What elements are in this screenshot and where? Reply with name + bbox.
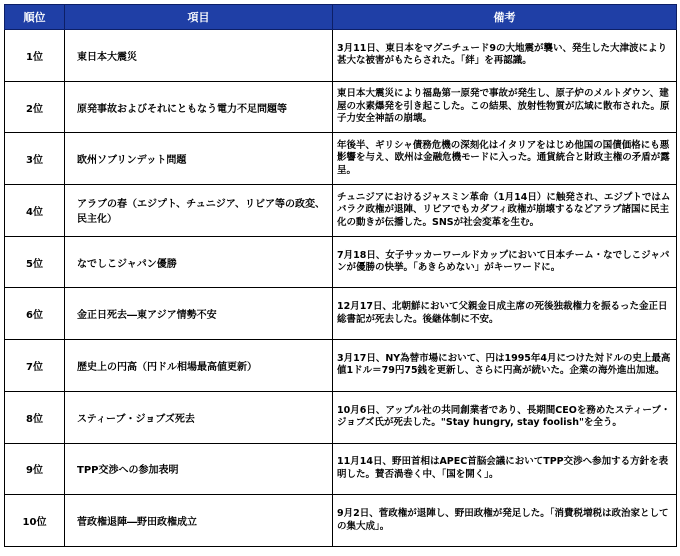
note-cell: 3月11日、東日本をマグニチュード9の大地震が襲い、発生した大津波により甚大な被害がもたらされた。「絆」を再認識。 — [333, 30, 677, 82]
note-cell: 7月18日、女子サッカーワールドカップにおいて日本チーム・なでしこジャパンが優勝の快挙。「あきらめない」がキーワードに。 — [333, 236, 677, 288]
ranking-table — [4, 4, 677, 547]
table-row — [5, 391, 677, 443]
item-cell: 東日本大震災 — [65, 30, 333, 82]
note-cell: 10月6日、アップル社の共同創業者であり、長期間CEOを務めたスティーブ・ジョブズ氏が死去した。"Stay hungry, stay foolish"を全う。 — [333, 391, 677, 443]
rank-cell: 8位 — [5, 391, 65, 443]
table-row — [5, 133, 677, 185]
note-cell: 11月14日、野田首相はAPEC首脳会議においてTPP交渉へ参加する方針を表明した。賛否渦巻く中、「国を開く」。 — [333, 443, 677, 495]
rank-cell: 7位 — [5, 340, 65, 392]
note-column-header: 備考 — [333, 5, 677, 30]
item-cell: なでしこジャパン優勝 — [65, 236, 333, 288]
note-cell: 東日本大震災により福島第一原発で事故が発生し、原子炉のメルトダウン、建屋の水素爆発を引き起こした。この結果、放射性物質が広域に散布された。原子力安全神話の崩壊。 — [333, 81, 677, 133]
item-cell: スティーブ・ジョブズ死去 — [65, 391, 333, 443]
item-cell: 欧州ソブリンデット問題 — [65, 133, 333, 185]
item-cell: 菅政権退陣―野田政権成立 — [65, 495, 333, 547]
rank-cell: 6位 — [5, 288, 65, 340]
table-row — [5, 443, 677, 495]
note-cell: チュニジアにおけるジャスミン革命（1月14日）に触発され、エジプトではムバラク政権が退陣、リビアでもカダフィ政権が崩壊するなどアラブ諸国に民主化の動きが伝播した。SNSが社会変革を生む。 — [333, 185, 677, 237]
table-row — [5, 30, 677, 82]
rank-cell: 5位 — [5, 236, 65, 288]
rank-cell: 4位 — [5, 185, 65, 237]
item-cell: TPP交渉への参加表明 — [65, 443, 333, 495]
table-row — [5, 340, 677, 392]
item-cell: アラブの春（エジプト、チュニジア、リビア等の政変、民主化） — [65, 185, 333, 237]
table-row — [5, 495, 677, 547]
item-column-header: 項目 — [65, 5, 333, 30]
table-row — [5, 236, 677, 288]
note-cell: 9月2日、菅政権が退陣し、野田政権が発足した。「消費税増税は政治家としての集大成」。 — [333, 495, 677, 547]
rank-cell: 9位 — [5, 443, 65, 495]
rank-cell: 1位 — [5, 30, 65, 82]
note-cell: 年後半、ギリシャ債務危機の深刻化はイタリアをはじめ他国の国債価格にも悪影響を与え、欧州は金融危機モードに入った。通貨統合と財政主権の矛盾が露呈。 — [333, 133, 677, 185]
table-row — [5, 81, 677, 133]
ranking-table-container — [4, 4, 676, 547]
table-row — [5, 288, 677, 340]
note-cell: 12月17日、北朝鮮において父親金日成主席の死後独裁権力を振るった金正日総書記が死去した。後継体制に不安。 — [333, 288, 677, 340]
table-row — [5, 185, 677, 237]
item-cell: 原発事故およびそれにともなう電力不足問題等 — [65, 81, 333, 133]
rank-cell: 3位 — [5, 133, 65, 185]
rank-cell: 10位 — [5, 495, 65, 547]
table-header-row — [5, 5, 677, 30]
rank-column-header: 順位 — [5, 5, 65, 30]
item-cell: 歴史上の円高（円ドル相場最高値更新） — [65, 340, 333, 392]
item-cell: 金正日死去―東アジア情勢不安 — [65, 288, 333, 340]
note-cell: 3月17日、NY為替市場において、円は1995年4月につけた対ドルの史上最高値1ドル＝79円75銭を更新し、さらに円高が続いた。企業の海外進出加速。 — [333, 340, 677, 392]
rank-cell: 2位 — [5, 81, 65, 133]
